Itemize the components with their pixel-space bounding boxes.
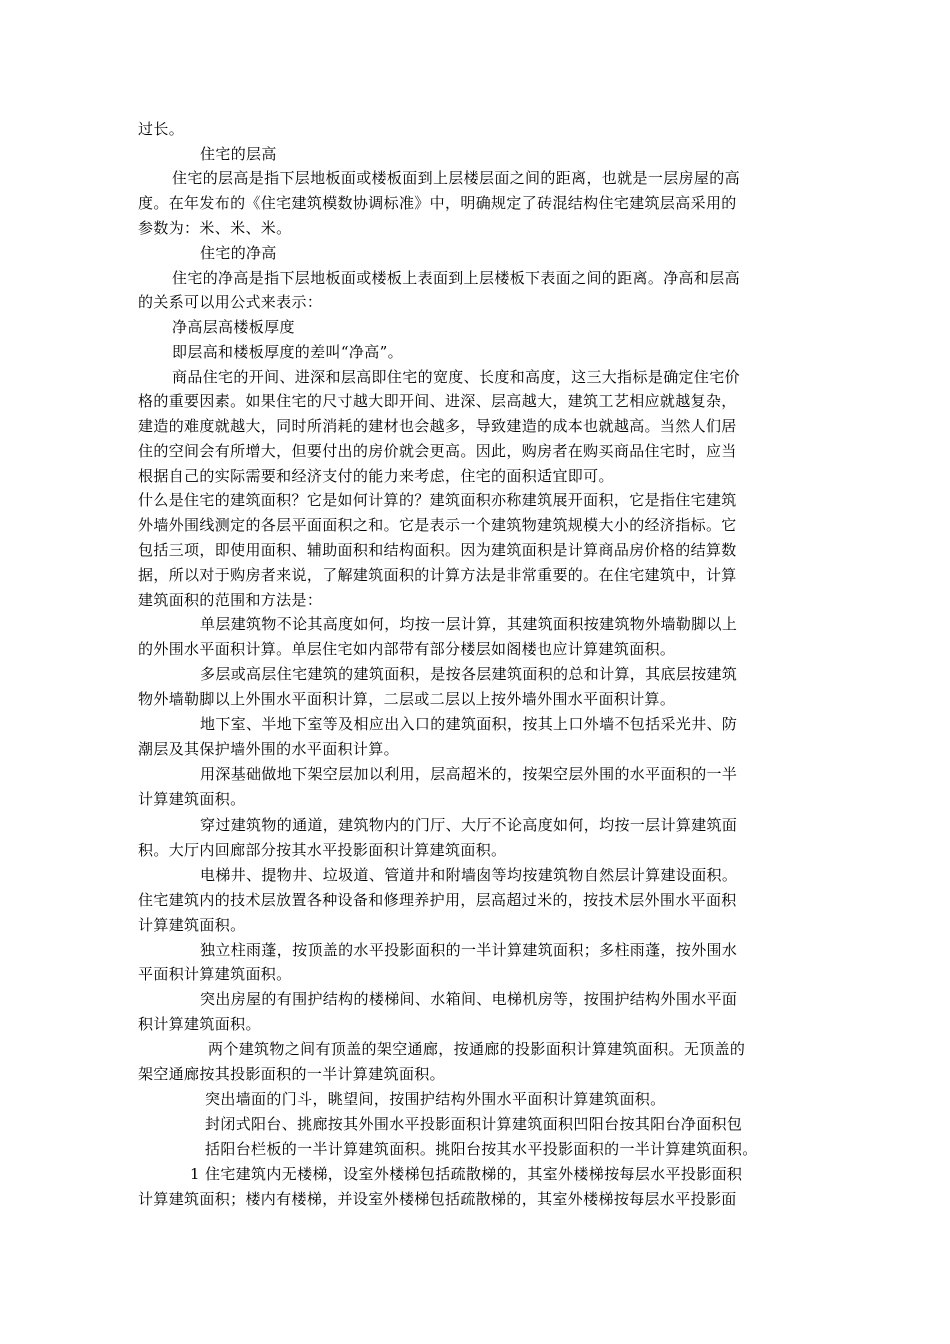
text-line-2: 住宅的层高 [200,145,277,163]
text-line-3: 住宅的层高是指下层地板面或楼板面到上层楼层面之间的距离，也就是一层房屋的高 [172,169,740,187]
text-line-25: 地下室、半地下室等及相应出入口的建筑面积，按其上口外墙不包括采光井、防 [200,715,738,733]
text-line-30: 积。大厅内回廊部分按其水平投影面积计算建筑面积。 [138,841,507,859]
text-line-8: 的关系可以用公式来表示： [138,293,323,311]
text-line-17: 外墙外围线测定的各层平面面积之和。它是表示一个建筑物建筑规模大小的经济指标。它 [138,516,737,534]
text-line-5: 参数为：米、米、米。 [138,219,292,237]
text-line-43: 1 住宅建筑内无楼梯，设室外楼梯包括疏散梯的，其室外楼梯按每层水平投影面积 [190,1165,743,1183]
text-line-32: 住宅建筑内的技术层放置各种设备和修理养护用，层高超过米的，按技术层外围水平面积 [138,891,737,909]
text-line-41: 封闭式阳台、挑廊按其外围水平投影面积计算建筑面积凹阳台按其阳台净面积包 [205,1115,743,1133]
text-line-22: 的外围水平面积计算。单层住宅如内部带有部分楼层如阁楼也应计算建筑面积。 [138,640,676,658]
text-line-18: 包括三项，即使用面积、辅助面积和结构面积。因为建筑面积是计算商品房价格的结算数 [138,541,737,559]
text-line-20: 建筑面积的范围和方法是： [138,591,323,609]
text-line-11: 商品住宅的开间、进深和层高即住宅的宽度、长度和高度，这三大指标是确定住宅价 [172,368,740,386]
text-line-35: 平面积计算建筑面积。 [138,965,292,983]
text-line-26: 潮层及其保护墙外围的水平面积计算。 [138,740,399,758]
text-line-29: 穿过建筑物的通道，建筑物内的门厅、大厅不论高度如何，均按一层计算建筑面 [200,816,738,834]
text-line-23: 多层或高层住宅建筑的建筑面积，是按各层建筑面积的总和计算，其底层按建筑 [200,665,738,683]
text-line-42: 括阳台栏板的一半计算建筑面积。挑阳台按其水平投影面积的一半计算建筑面积。 [205,1140,758,1158]
text-line-44: 计算建筑面积；楼内有楼梯，并设室外楼梯包括疏散梯的，其室外楼梯按每层水平投影面 [138,1190,737,1208]
text-line-40: 突出墙面的门斗，眺望间，按围护结构外围水平面积计算建筑面积。 [205,1090,666,1108]
text-line-15: 根据自己的实际需要和经济支付的能力来考虑，住宅的面积适宜即可。 [138,467,614,485]
text-line-27: 用深基础做地下架空层加以利用，层高超米的，按架空层外围的水平面积的一半 [200,765,738,783]
text-line-39: 架空通廊按其投影面积的一半计算建筑面积。 [138,1065,446,1083]
text-line-36: 突出房屋的有围护结构的楼梯间、水箱间、电梯机房等，按围护结构外围水平面 [200,990,738,1008]
text-line-38: 两个建筑物之间有顶盖的架空通廊，按通廊的投影面积计算建筑面积。无顶盖的 [208,1040,746,1058]
text-line-33: 计算建筑面积。 [138,916,246,934]
text-line-1: 过长。 [138,120,185,138]
text-line-37: 积计算建筑面积。 [138,1015,261,1033]
text-line-31: 电梯井、提物井、垃圾道、管道井和附墙囱等均按建筑物自然层计算建设面积。 [200,866,738,884]
text-line-10: 即层高和楼板厚度的差叫“净高”。 [172,343,403,361]
text-line-4: 度。在年发布的《住宅建筑模数协调标准》中，明确规定了砖混结构住宅建筑层高采用的 [138,194,737,212]
text-line-9: 净高层高楼板厚度 [172,318,295,336]
text-line-16: 什么是住宅的建筑面积？它是如何计算的？建筑面积亦称建筑展开面积，它是指住宅建筑 [138,491,737,509]
text-line-28: 计算建筑面积。 [138,790,246,808]
text-line-19: 据，所以对于购房者来说，了解建筑面积的计算方法是非常重要的。在住宅建筑中，计算 [138,566,737,584]
text-line-7: 住宅的净高是指下层地板面或楼板上表面到上层楼板下表面之间的距离。净高和层高 [172,269,740,287]
text-line-6: 住宅的净高 [200,244,277,262]
text-line-24: 物外墙勒脚以上外围水平面积计算，二层或二层以上按外墙外围水平面积计算。 [138,690,676,708]
text-line-21: 单层建筑物不论其高度如何，均按一层计算，其建筑面积按建筑物外墙勒脚以上 [200,615,738,633]
text-line-12: 格的重要因素。如果住宅的尺寸越大即开间、进深、层高越大，建筑工艺相应就越复杂， [138,392,737,410]
text-line-14: 住的空间会有所增大，但要付出的房价就会更高。因此，购房者在购买商品住宅时，应当 [138,442,737,460]
text-line-34: 独立柱雨蓬，按顶盖的水平投影面积的一半计算建筑面积；多柱雨蓬，按外围水 [200,941,738,959]
text-line-13: 建造的难度就越大，同时所消耗的建材也会越多，导致建造的成本也就越高。当然人们居 [138,417,737,435]
